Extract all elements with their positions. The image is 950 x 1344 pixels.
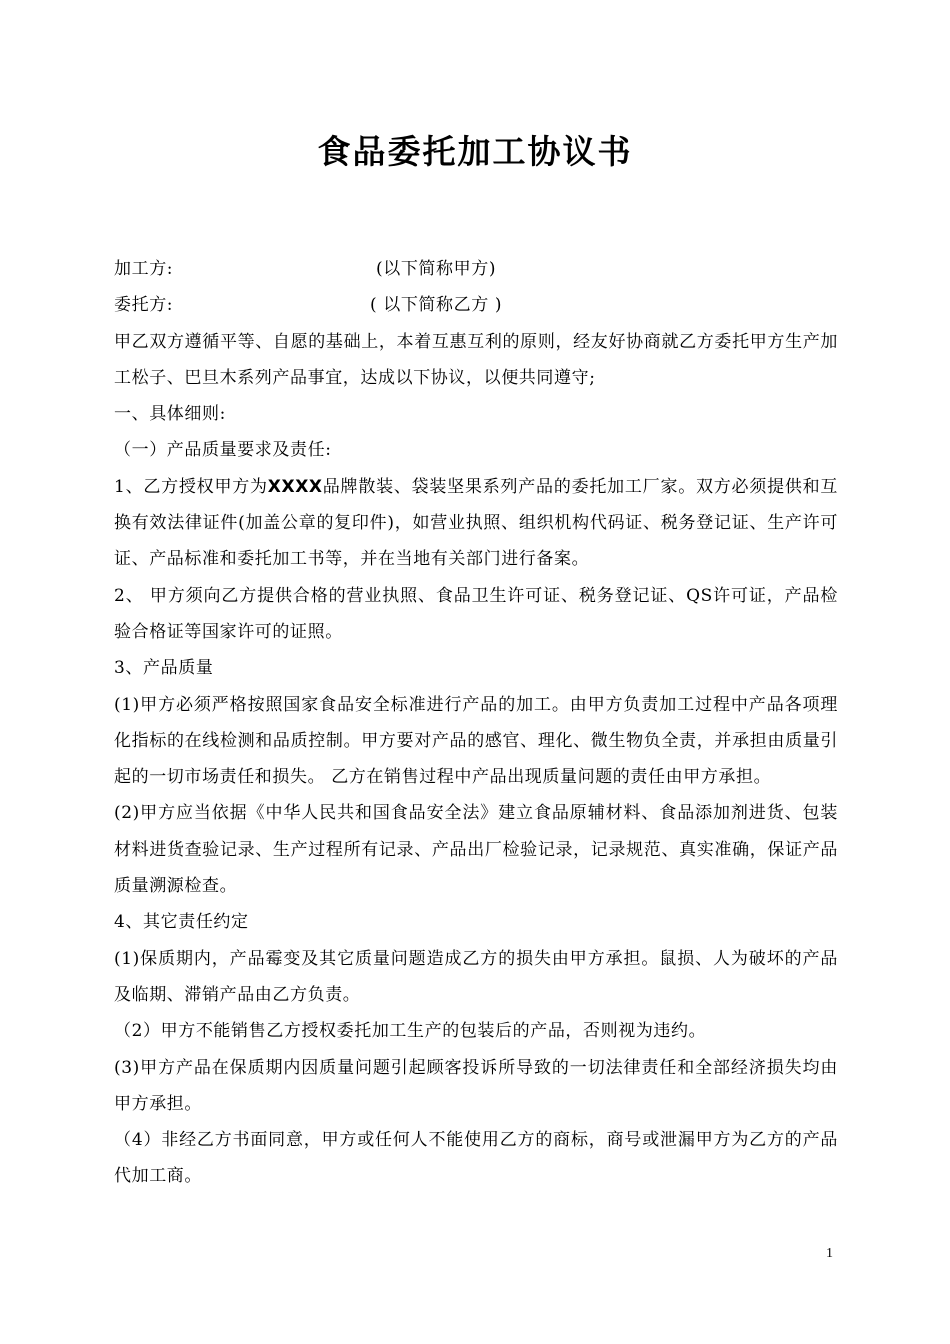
party-a-line <box>114 251 838 287</box>
clause-4-4: （4）非经乙方书面同意，甲方或任何人不能使用乙方的商标，商号或泄漏甲方为乙方的产品代加工商。 <box>114 1130 838 1187</box>
clause-4-3: (3)甲方产品在保质期内因质量问题引起顾客投诉所导致的一切法律责任和全部经济损失均由甲方承担。 <box>114 1057 838 1114</box>
clause-1 <box>114 469 838 578</box>
party-b-label: 委托方: <box>114 295 174 316</box>
clause-4-1: (1)保质期内，产品霉变及其它质量问题造成乙方的损失由甲方承担。鼠损、人为破坏的产品及临期、滞销产品由乙方负责。 <box>114 948 838 1005</box>
page-number: 1 <box>826 1246 833 1261</box>
clause-3-2: (2)甲方应当依据《中华人民共和国食品安全法》建立食品原辅材料、食品添加剂进货、包装材料进货查验记录、生产过程所有记录、产品出厂检验记录，记录规范、真实准确，保证产品质量溯源检查。 <box>114 803 838 897</box>
document-body <box>114 251 838 1195</box>
clause-2: 2、 甲方须向乙方提供合格的营业执照、食品卫生许可证、税务登记证、QS许可证，产品检验合格证等国家许可的证照。 <box>114 585 838 642</box>
clause-4-2: （2）甲方不能销售乙方授权委托加工生产的包装后的产品，否则视为违约。 <box>114 1021 707 1042</box>
party-b-note: ( 以下简称乙方 ) <box>370 295 503 316</box>
intro-paragraph: 甲乙双方遵循平等、自愿的基础上，本着互惠互利的原则，经友好协商就乙方委托甲方生产加工松子、巴旦木系列产品事宜，达成以下协议，以便共同遵守; <box>114 331 838 388</box>
section-1-heading: 一、具体细则: <box>114 404 226 425</box>
clause-4-heading: 4、其它责任约定 <box>114 912 249 933</box>
party-b-line <box>114 287 838 323</box>
clause-3-1: (1)甲方必须严格按照国家食品安全标准进行产品的加工。由甲方负责加工过程中产品各项理化指标的在线检测和品质控制。甲方要对产品的感官、理化、微生物负全责，并承担由质量引起的一切市场责任和损失。 乙方在销售过程中产品出现质量问题的责任由甲方承担。 <box>114 694 838 788</box>
clause-1-prefix: 1、乙方授权甲方为 <box>114 476 268 497</box>
clause-1-brand: XXXX <box>267 476 323 497</box>
clause-1-rest: 品牌散装、袋装坚果系列产品的委托加工厂家。双方必须提供和互换有效法律证件(加盖公章的复印件)，如营业执照、组织机构代码证、税务登记证、生产许可证、产品标准和委托加工书等，并在当地有关部门进行备案。 <box>114 476 839 570</box>
clause-3-heading: 3、产品质量 <box>114 658 214 679</box>
subsection-1-heading: （一）产品质量要求及责任: <box>114 440 332 461</box>
party-a-note: (以下简称甲方) <box>376 259 497 279</box>
document-title: 食品委托加工协议书 <box>317 132 633 171</box>
party-a-label: 加工方: <box>114 259 174 279</box>
